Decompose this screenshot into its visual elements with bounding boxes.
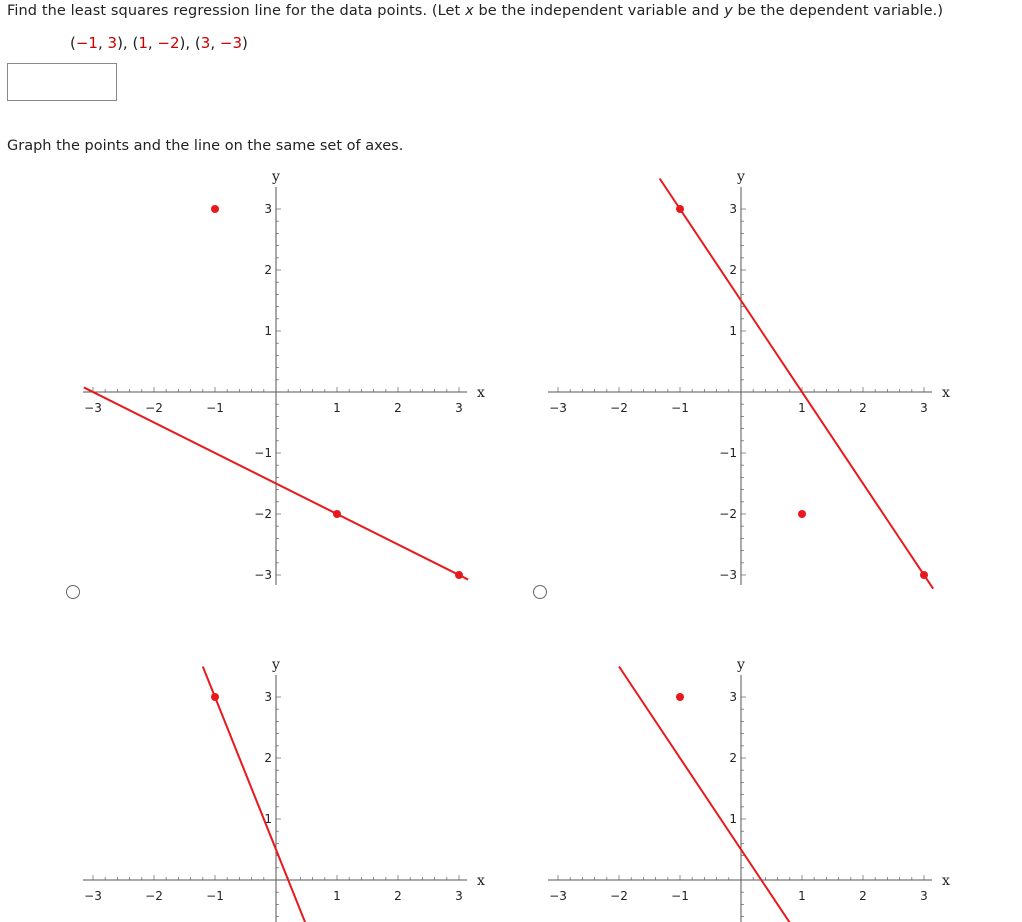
x-tick-label: 1: [333, 889, 341, 903]
graph-option-4[interactable]: [545, 648, 955, 922]
data-point: [211, 693, 219, 701]
point-1-y: 3: [107, 34, 118, 52]
x-tick-label: −3: [549, 401, 567, 415]
y-axis-label: y: [737, 169, 745, 185]
data-point: [211, 205, 219, 213]
x-tick-label: −3: [549, 889, 567, 903]
x-tick-label: −2: [145, 401, 163, 415]
question-text: [7, 3, 943, 19]
data-point: [798, 510, 806, 518]
x-tick-label: 1: [333, 401, 341, 415]
y-tick-label: 1: [264, 324, 272, 338]
y-tick-label: 2: [729, 751, 737, 765]
point-3-y: −3: [219, 34, 243, 52]
x-tick-label: −1: [671, 889, 689, 903]
graph-instruction: Graph the points and the line on the same set of axes.: [7, 138, 404, 154]
x-axis-label: x: [942, 873, 950, 889]
data-points: (−1, 3), (1, −2), (3, −3): [70, 34, 248, 52]
question-middle: be the independent variable and: [473, 3, 725, 19]
x-tick-label: 2: [394, 889, 402, 903]
point-2-y: −2: [157, 34, 180, 52]
x-axis-label: x: [477, 385, 485, 401]
x-tick-label: 2: [859, 401, 867, 415]
x-tick-label: 3: [455, 401, 463, 415]
x-tick-label: −2: [145, 889, 163, 903]
y-tick-label: 3: [264, 202, 272, 216]
data-point: [920, 571, 928, 579]
data-point: [455, 571, 463, 579]
data-point: [676, 693, 684, 701]
question-prefix: Find the least squares regression line for the data points. (Let: [7, 3, 466, 19]
regression-line: [660, 179, 933, 589]
y-axis-label: y: [272, 657, 280, 673]
x-axis-label: x: [942, 385, 950, 401]
data-point: [333, 510, 341, 518]
regression-line: [619, 667, 896, 922]
y-tick-label: 3: [729, 202, 737, 216]
x-tick-label: −1: [206, 401, 224, 415]
graph-option-3[interactable]: [80, 648, 485, 922]
y-tick-label: −3: [254, 568, 272, 582]
x-tick-label: −1: [206, 889, 224, 903]
x-axis-label: x: [477, 873, 485, 889]
y-axis-label: y: [737, 657, 745, 673]
x-tick-label: 2: [859, 889, 867, 903]
y-tick-label: −2: [719, 507, 737, 521]
point-3-x: 3: [200, 34, 211, 52]
x-tick-label: 1: [798, 401, 806, 415]
graph-option-2[interactable]: [545, 160, 955, 600]
x-tick-label: 3: [920, 889, 928, 903]
x-variable: x: [465, 3, 474, 19]
y-tick-label: 2: [264, 263, 272, 277]
x-tick-label: −3: [84, 889, 102, 903]
graph-option-1[interactable]: [80, 160, 485, 600]
y-tick-label: −1: [254, 446, 272, 460]
y-tick-label: −1: [719, 446, 737, 460]
data-point: [676, 205, 684, 213]
y-tick-label: 2: [264, 751, 272, 765]
x-tick-label: −1: [671, 401, 689, 415]
y-tick-label: 2: [729, 263, 737, 277]
x-tick-label: −3: [84, 401, 102, 415]
question-suffix: be the dependent variable.): [732, 3, 944, 19]
y-axis-label: y: [272, 169, 280, 185]
y-tick-label: 3: [729, 690, 737, 704]
y-tick-label: −2: [254, 507, 272, 521]
y-tick-label: 1: [729, 812, 737, 826]
x-tick-label: 3: [920, 401, 928, 415]
y-tick-label: 1: [729, 324, 737, 338]
y-variable: y: [724, 3, 733, 19]
y-tick-label: 1: [264, 812, 272, 826]
point-1-x: −1: [75, 34, 98, 52]
x-tick-label: 2: [394, 401, 402, 415]
graph-option-1-radio[interactable]: [66, 585, 80, 599]
x-tick-label: −2: [610, 401, 628, 415]
y-tick-label: −3: [719, 568, 737, 582]
regression-line: [203, 667, 369, 922]
x-tick-label: 1: [798, 889, 806, 903]
x-tick-label: −2: [610, 889, 628, 903]
y-tick-label: 3: [264, 690, 272, 704]
point-2-x: 1: [138, 34, 148, 52]
x-tick-label: 3: [455, 889, 463, 903]
regression-answer-input[interactable]: [7, 63, 117, 101]
